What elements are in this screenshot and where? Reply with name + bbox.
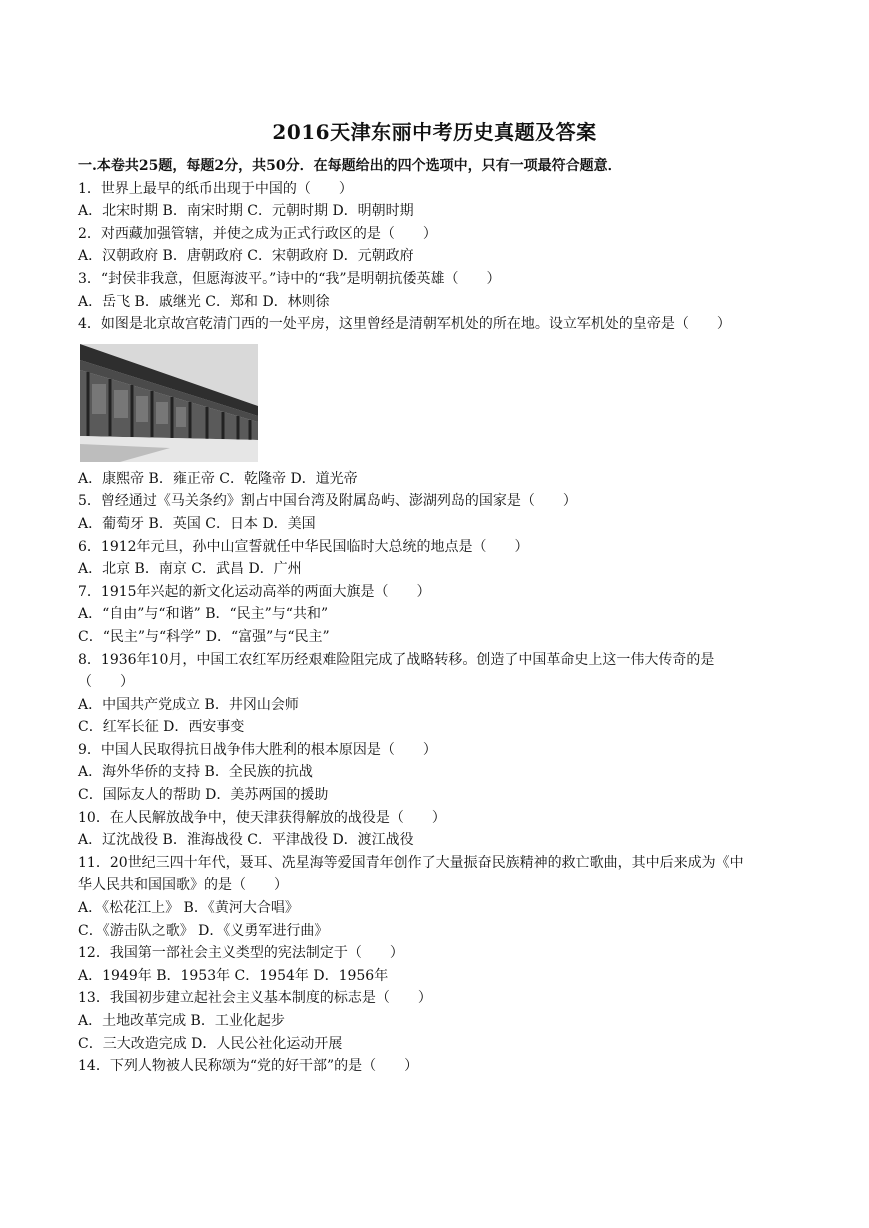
question-line: 华人民共和国国歌》的是（ ）: [78, 877, 288, 894]
question-line: 6．1912年元旦，孙中山宣誓就任中华民国临时大总统的地点是（ ）: [78, 538, 529, 555]
question-line: 14．下列人物被人民称颂为“党的好干部”的是（ ）: [78, 1058, 419, 1075]
question-line: A．中国共产党成立 B．井冈山会师: [78, 696, 299, 713]
question-line: A．《松花江上》 B．《黄河大合唱》: [78, 900, 299, 917]
question-line: 4．如图是北京故宫乾清门西的一处平房，这里曾经是清朝军机处的所在地。设立军机处的皇帝是（ ）: [78, 316, 731, 333]
question-line: 10．在人民解放战争中，使天津获得解放的战役是（ ）: [78, 809, 446, 826]
question-line: 8．1936年10月，中国工农红军历经艰难险阻完成了战略转移。创造了中国革命史上这一伟大传奇的是: [78, 651, 715, 668]
question-line: （ ）: [78, 674, 134, 691]
junjichu-photo: [80, 344, 258, 462]
question-line: A．汉朝政府 B．唐朝政府 C．宋朝政府 D．元朝政府: [78, 248, 414, 265]
question-line: 3．“封侯非我意，但愿海波平。”诗中的“我”是明朝抗倭英雄（ ）: [78, 270, 501, 287]
question-line: 7．1915年兴起的新文化运动高举的两面大旗是（ ）: [78, 583, 431, 600]
question-line: 12．我国第一部社会主义类型的宪法制定于（ ）: [78, 945, 404, 962]
question-line: C．《游击队之歌》 D．《义勇军进行曲》: [78, 922, 329, 939]
question-line: A．葡萄牙 B．英国 C．日本 D．美国: [78, 515, 316, 532]
question-line: 5．曾经通过《马关条约》割占中国台湾及附属岛屿、澎湖列岛的国家是（ ）: [78, 493, 577, 510]
question-line: A．北宋时期 B．南宋时期 C．元朝时期 D．明朝时期: [78, 203, 414, 220]
document-body: [78, 155, 800, 1078]
question-line: A．岳飞 B．戚继光 C．郑和 D．林则徐: [78, 293, 330, 310]
page-title: 2016天津东丽中考历史真题及答案: [272, 120, 597, 144]
question-line: 1．世界上最早的纸币出现于中国的（ ）: [78, 180, 353, 197]
question-line: 13．我国初步建立起社会主义基本制度的标志是（ ）: [78, 990, 432, 1007]
question-line: A．辽沈战役 B．淮海战役 C．平津战役 D．渡江战役: [78, 832, 414, 849]
question-line: A．土地改革完成 B．工业化起步: [78, 1013, 285, 1029]
question-line: C．红军长征 D．西安事变: [78, 719, 245, 736]
section-header: 一.本卷共25题，每题2分，共50分．在每题给出的四个选项中，只有一项最符合题意．: [78, 158, 622, 174]
question-line: A．海外华侨的支持 B．全民族的抗战: [78, 764, 313, 781]
question-line: 2．对西藏加强管辖，并使之成为正式行政区的是（ ）: [78, 225, 437, 242]
questions-block-2: [78, 468, 800, 1078]
question-line: C．国际友人的帮助 D．美苏两国的援助: [78, 787, 329, 804]
question-line: A．康熙帝 B．雍正帝 C．乾隆帝 D．道光帝: [78, 470, 358, 487]
question-line: A．1949年 B．1953年 C．1954年 D．1956年: [78, 967, 389, 984]
question-line: A．北京 B．南京 C．武昌 D．广州: [78, 561, 302, 578]
question-line: A．“自由”与“和谐” B．“民主”与“共和”: [78, 606, 329, 623]
question-line: 11．20世纪三四十年代，聂耳、冼星海等爱国青年创作了大量振奋民族精神的救亡歌曲，其中后来成为《中: [78, 854, 744, 871]
question-line: C．三大改造完成 D．人民公社化运动开展: [78, 1035, 343, 1052]
question-line: 9．中国人民取得抗日战争伟大胜利的根本原因是（ ）: [78, 741, 437, 758]
questions-block-1: [78, 178, 800, 336]
question-line: C．“民主”与“科学” D．“富强”与“民主”: [78, 628, 330, 645]
